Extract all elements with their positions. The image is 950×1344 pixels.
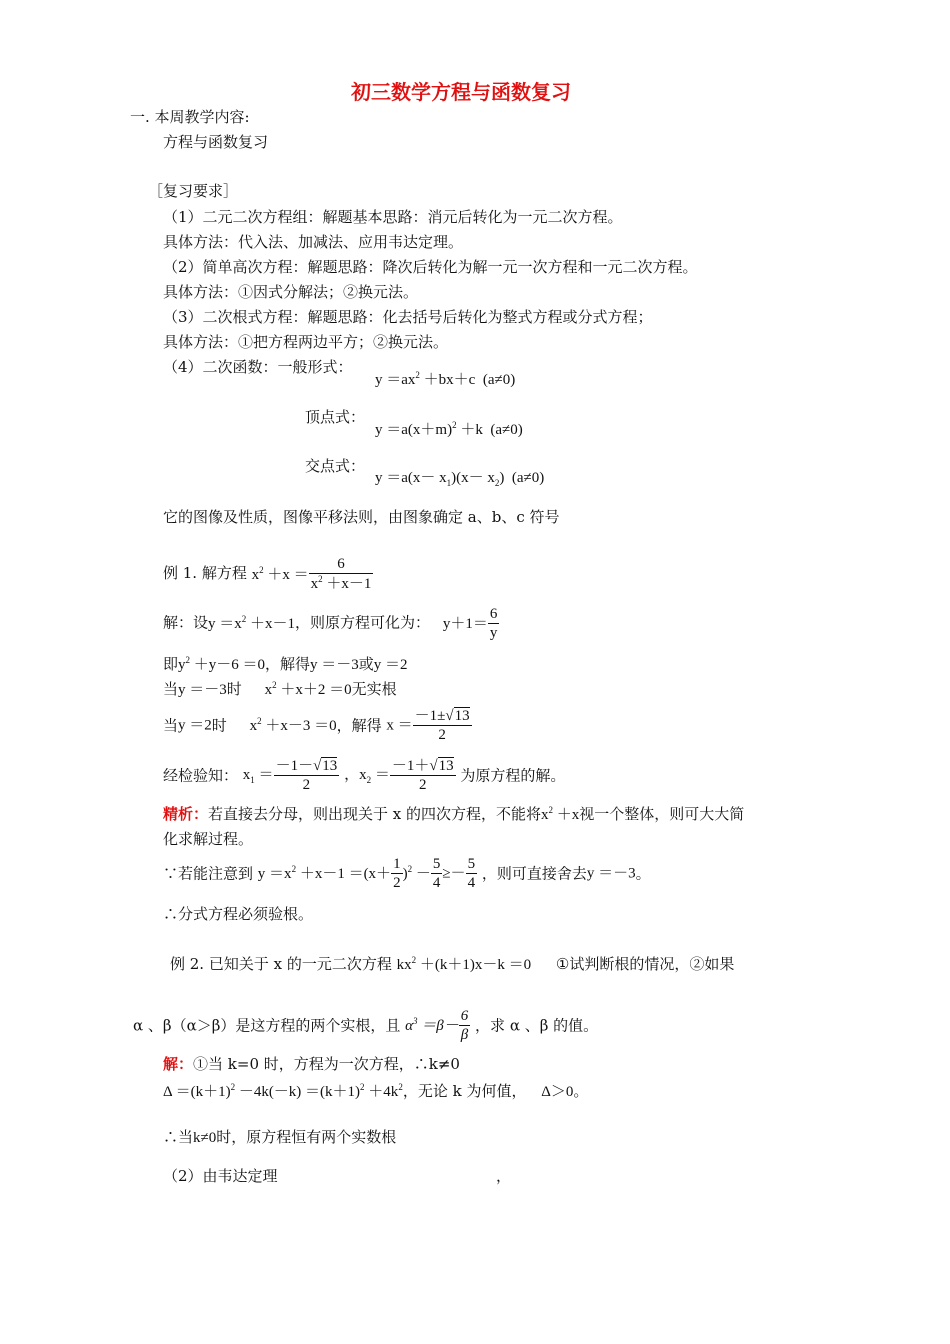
review-item-3-method: 具体方法：①把方程两边平方；②换元法。 — [163, 333, 449, 351]
intersect-label: 交点式： — [305, 457, 366, 475]
section-content: 方程与函数复习 — [163, 133, 269, 151]
example-1-line5: 经检验知： $x_1$ ＝ $\frac{-1-√13}{2}$ ，$x_2$ ＝ $\frac{-1+√13}{2}$ 为原方程的解。 — [163, 758, 566, 793]
properties-text: 它的图像及性质，图像平移法则，由图象确定 a、b、c 符号 — [163, 508, 560, 526]
discriminant-line: $\Delta =(k+1)^2 -4k(-k) =(k+1)^2 +4k^2$，无论 k 为何值， Δ＞0。 — [163, 1082, 589, 1100]
formula-intersect: $y =a(x- x_1)(x- x_2)$ (a≠0) — [375, 470, 545, 488]
example-2-part2: （2）由韦达定理 — [163, 1167, 278, 1185]
formula-vertex: $y =a(x+m)^2 +k$ (a≠0) — [375, 420, 523, 438]
review-item-2-method: 具体方法：①因式分解法；②换元法。 — [163, 283, 419, 301]
vertex-label: 顶点式： — [305, 408, 366, 426]
example-2-solution: 解：①当 k=0 时，方程为一次方程，∴k≠0 — [163, 1055, 460, 1073]
example-1: 例 1. 解方程 $x^2 +x$ ＝ $\frac{6}{x^2 +x-1}$ — [163, 556, 372, 592]
example-1-label: 例 1. 解方程 — [163, 564, 247, 582]
review-item-1: （1）二元二次方程组：解题基本思路：消元后转化为一元二次方程。 — [163, 208, 623, 226]
review-item-2: （2）简单高次方程：解题思路：降次后转化为解一元一次方程和一元二次方程。 — [163, 258, 698, 276]
note-line: ∵若能注意到 $y =x^2 +x-1 =(x+$ $\frac{1}{2}$ )$^2$ － $\frac{5}{4}$ ≥－ $\frac{5}{4}$ ，则可直接舍去y ＝－3。 — [163, 856, 651, 891]
example-1-line4: 当y ＝2时 $x^2 +x-3 =0$，解得 x ＝ $\frac{-1\pm√13}{2}$ — [163, 708, 470, 743]
review-item-4: （4）二次函数：一般形式： — [163, 358, 353, 376]
example-1-line2: 即$y^2 +y-6 =0$，解得y ＝－3或y ＝2 — [163, 655, 408, 673]
example-1-line3: 当y ＝－3时 $x^2 +x+2 =0$无实根 — [163, 680, 397, 698]
example-2-line2: α 、β（α＞β）是这方程的两个实根，且 $\alpha^3 =\beta-$ $\frac{6}{\beta}$ ，求 α 、β 的值。 — [133, 1008, 599, 1043]
review-heading: ［复习要求］ — [148, 182, 239, 200]
section-heading: 一. 本周教学内容: — [130, 108, 250, 126]
review-item-3: （3）二次根式方程：解题思路：化去括号后转化为整式方程或分式方程； — [163, 308, 653, 326]
example-2-conclusion: ∴当k≠0时，原方程恒有两个实数根 — [163, 1128, 397, 1146]
example-1-solution: 解：设$y =x^2 +x-1$，则原方程可化为： y＋1＝ $\frac{6}{y}$ — [163, 606, 498, 641]
trailing-comma: ， — [496, 1167, 512, 1185]
analysis-line2: 化求解过程。 — [163, 830, 254, 848]
example-2: 例 2. 已知关于 x 的一元二次方程 $kx^2 +(k+1)x-k =0$ ①试判断根的情况，②如果 — [170, 955, 735, 973]
formula-general: $y =ax^2 +bx+c$ (a≠0) — [375, 370, 516, 388]
conclusion-line: ∴分式方程必须验根。 — [163, 905, 314, 923]
page-title: 初三数学方程与函数复习 — [351, 80, 571, 104]
review-item-1-method: 具体方法：代入法、加减法、应用韦达定理。 — [163, 233, 464, 251]
analysis-line1: 精析：若直接去分母，则出现关于 x 的四次方程，不能将$x^2 +x$视一个整体，则可大大简 — [163, 805, 745, 823]
